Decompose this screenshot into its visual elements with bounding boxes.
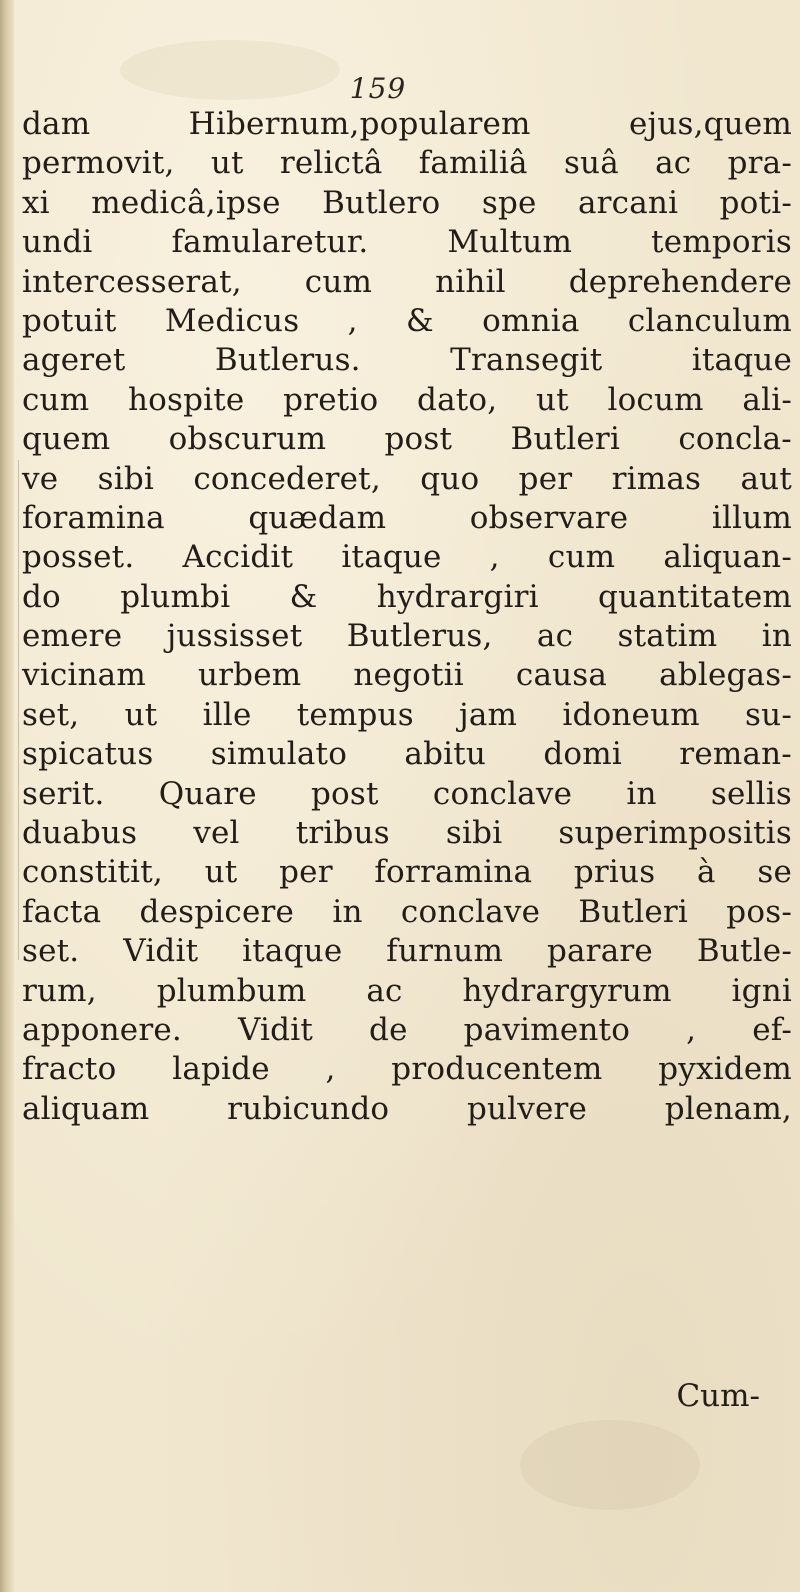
text-line: constitit, ut per forramina prius à se [22, 854, 792, 891]
text-line: vicinam urbem negotii causa ablegas- [22, 657, 792, 694]
text-line: xi medicâ,ipse Butlero spe arcani poti- [22, 184, 792, 221]
text-line: ageret Butlerus. Transegit itaque [22, 342, 792, 379]
text-line: duabus vel tribus sibi superimpositis [22, 815, 792, 852]
text-line: ve sibi concederet, quo per rimas aut [22, 460, 792, 497]
text-line: undi famularetur. Multum temporis [22, 224, 792, 261]
text-line: emere jussisset Butlerus, ac statim in [22, 618, 792, 655]
text-line: permovit, ut relictâ familiâ suâ ac pra- [22, 145, 792, 182]
gutter-shadow-line [18, 460, 19, 960]
catchword: Cum- [676, 1378, 760, 1414]
text-line: set, ut ille tempus jam idoneum su- [22, 696, 792, 733]
text-line: dam Hibernum,popularem ejus,quem [22, 106, 792, 142]
text-line: quem obscurum post Butleri concla- [22, 421, 792, 458]
page-gutter [0, 0, 14, 1592]
text-line: cum hospite pretio dato, ut locum ali- [22, 381, 792, 418]
text-line: spicatus simulato abitu domi reman- [22, 736, 792, 773]
text-line: intercesserat, cum nihil deprehendere [22, 263, 792, 300]
text-line: posset. Accidit itaque , cum aliquan- [22, 539, 792, 576]
text-line: rum, plumbum ac hydrargyrum igni [22, 972, 792, 1009]
text-line: set. Vidit itaque furnum parare Butle- [22, 933, 792, 970]
paper-stain [120, 40, 340, 100]
text-line: facta despicere in conclave Butleri pos- [22, 893, 792, 930]
paper-stain [520, 1420, 700, 1510]
text-line: do plumbi & hydrargiri quantitatem [22, 578, 792, 615]
text-line: apponere. Vidit de pavimento , ef- [22, 1011, 792, 1048]
body-text [22, 105, 792, 1129]
text-line: foramina quædam observare illum [22, 499, 792, 536]
text-line: potuit Medicus , & omnia clanculum [22, 302, 792, 339]
text-line: aliquam rubicundo pulvere plenam, [22, 1090, 792, 1127]
text-line: serit. Quare post conclave in sellis [22, 775, 792, 812]
text-line: fracto lapide , producentem pyxidem [22, 1051, 792, 1088]
page-number: 159 [349, 72, 407, 105]
